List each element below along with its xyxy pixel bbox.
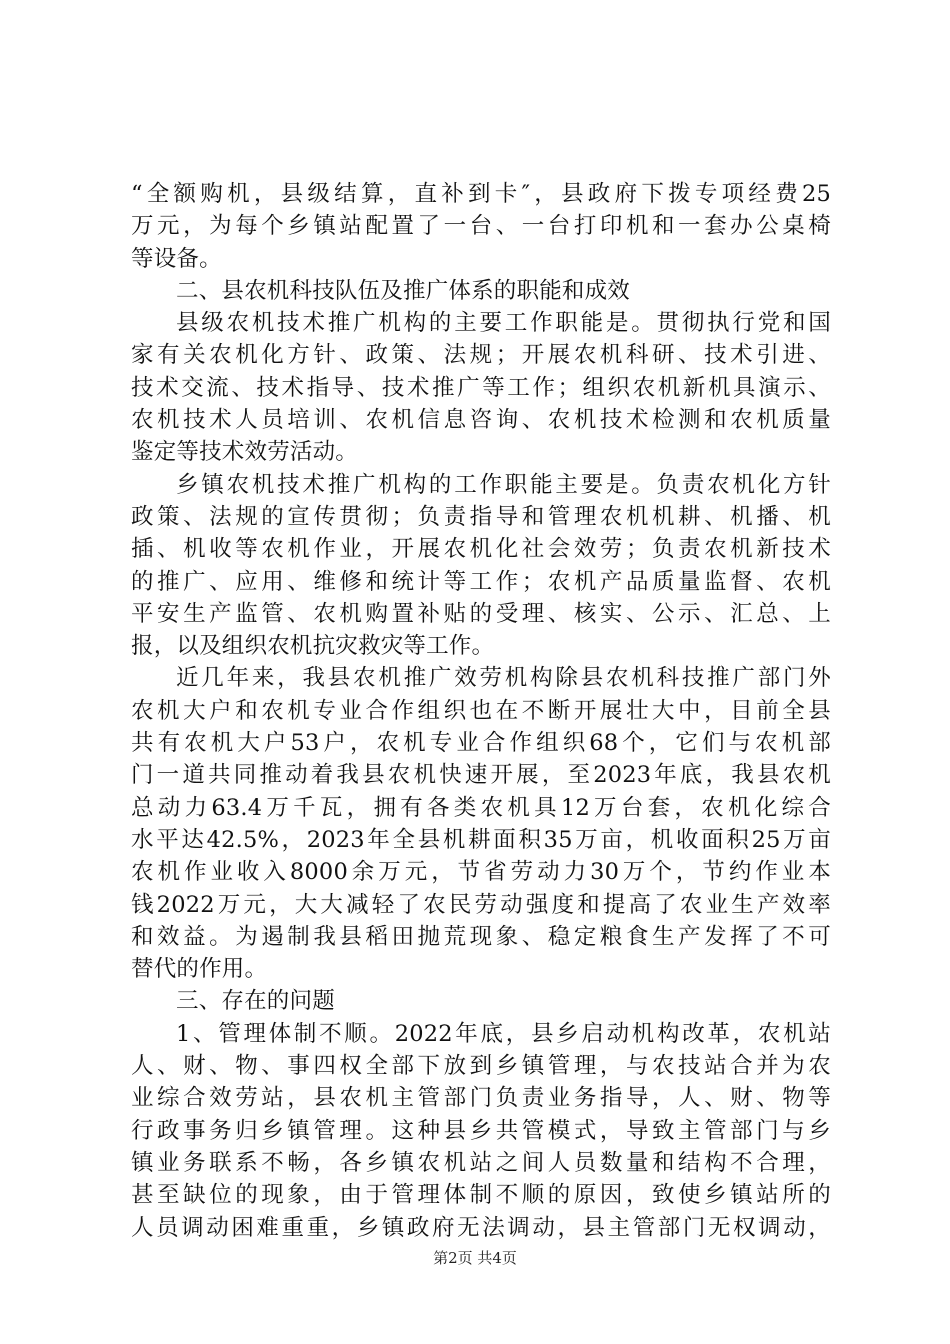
text-line: 人员调动困难重重，乡镇政府无法调动，县主管部门无权调动， — [131, 1214, 831, 1241]
text-line: 县级农机技术推广机构的主要工作职能是。贯彻执行党和国 — [176, 310, 831, 337]
text-line: 家有关农机化方针、政策、法规；开展农机科研、技术引进、 — [131, 342, 831, 369]
text-line: 1、管理体制不顺。2022年底，县乡启动机构改革，农机站 — [176, 1020, 831, 1047]
document-body — [131, 178, 831, 1244]
text-line: 平安生产监管、农机购置补贴的受理、核实、公示、汇总、上 — [131, 600, 831, 627]
text-line: 二、县农机科技队伍及推广体系的职能和成效 — [176, 277, 631, 304]
text-line: 门一道共同推动着我县农机快速开展，至2023年底，我县农机 — [131, 762, 831, 789]
text-line: “全额购机，县级结算，直补到卡″，县政府下拨专项经费25 — [131, 181, 831, 207]
text-line: 行政事务归乡镇管理。这种县乡共管模式，导致主管部门与乡 — [131, 1117, 831, 1144]
text-line: 乡镇农机技术推广机构的工作职能主要是。负责农机化方针 — [176, 471, 831, 498]
text-line: 水平达42.5%，2023年全县机耕面积35万亩，机收面积25万亩 — [131, 826, 831, 853]
text-line: 技术交流、技术指导、技术推广等工作；组织农机新机具演示、 — [131, 374, 831, 401]
text-line: 等设备。 — [131, 245, 222, 272]
text-line: 替代的作用。 — [131, 956, 268, 983]
text-line: 和效益。为遏制我县稻田抛荒现象、稳定粮食生产发挥了不可 — [131, 923, 831, 950]
text-line: 的推广、应用、维修和统计等工作；农机产品质量监督、农机 — [131, 568, 831, 595]
text-line: 农机大户和农机专业合作组织也在不断开展壮大中，目前全县 — [131, 697, 831, 724]
text-line: 共有农机大户53户，农机专业合作组织68个，它们与农机部 — [131, 730, 831, 757]
text-line: 政策、法规的宣传贯彻；负责指导和管理农机机耕、机播、机 — [131, 503, 831, 530]
text-line: 总动力63.4万千瓦，拥有各类农机具12万台套，农机化综合 — [131, 794, 831, 821]
text-line: 钱2022万元，大大减轻了农民劳动强度和提高了农业生产效率 — [131, 891, 831, 918]
text-line: 农机作业收入8000余万元，节省劳动力30万个，节约作业本 — [131, 859, 831, 886]
text-line: 甚至缺位的现象，由于管理体制不顺的原因，致使乡镇站所的 — [131, 1182, 831, 1209]
text-line: 插、机收等农机作业，开展农机化社会效劳；负责农机新技术 — [131, 536, 831, 563]
text-line: 三、存在的问题 — [176, 988, 335, 1015]
text-line: 近几年来，我县农机推广效劳机构除县农机科技推广部门外 — [176, 665, 831, 692]
text-line: 农机技术人员培训、农机信息咨询、农机技术检测和农机质量 — [131, 407, 831, 434]
text-line: 人、财、物、事四权全部下放到乡镇管理，与农技站合并为农 — [131, 1053, 831, 1080]
page-footer: 第2页 共4页 — [433, 1249, 517, 1267]
text-line: 镇业务联系不畅，各乡镇农机站之间人员数量和结构不合理， — [131, 1149, 831, 1176]
text-line: 报，以及组织农机抗灾救灾等工作。 — [131, 633, 495, 660]
text-line: 万元，为每个乡镇站配置了一台、一台打印机和一套办公桌椅 — [131, 213, 831, 240]
text-line: 业综合效劳站，县农机主管部门负责业务指导，人、财、物等 — [131, 1085, 831, 1112]
text-line: 鉴定等技术效劳活动。 — [131, 439, 359, 466]
